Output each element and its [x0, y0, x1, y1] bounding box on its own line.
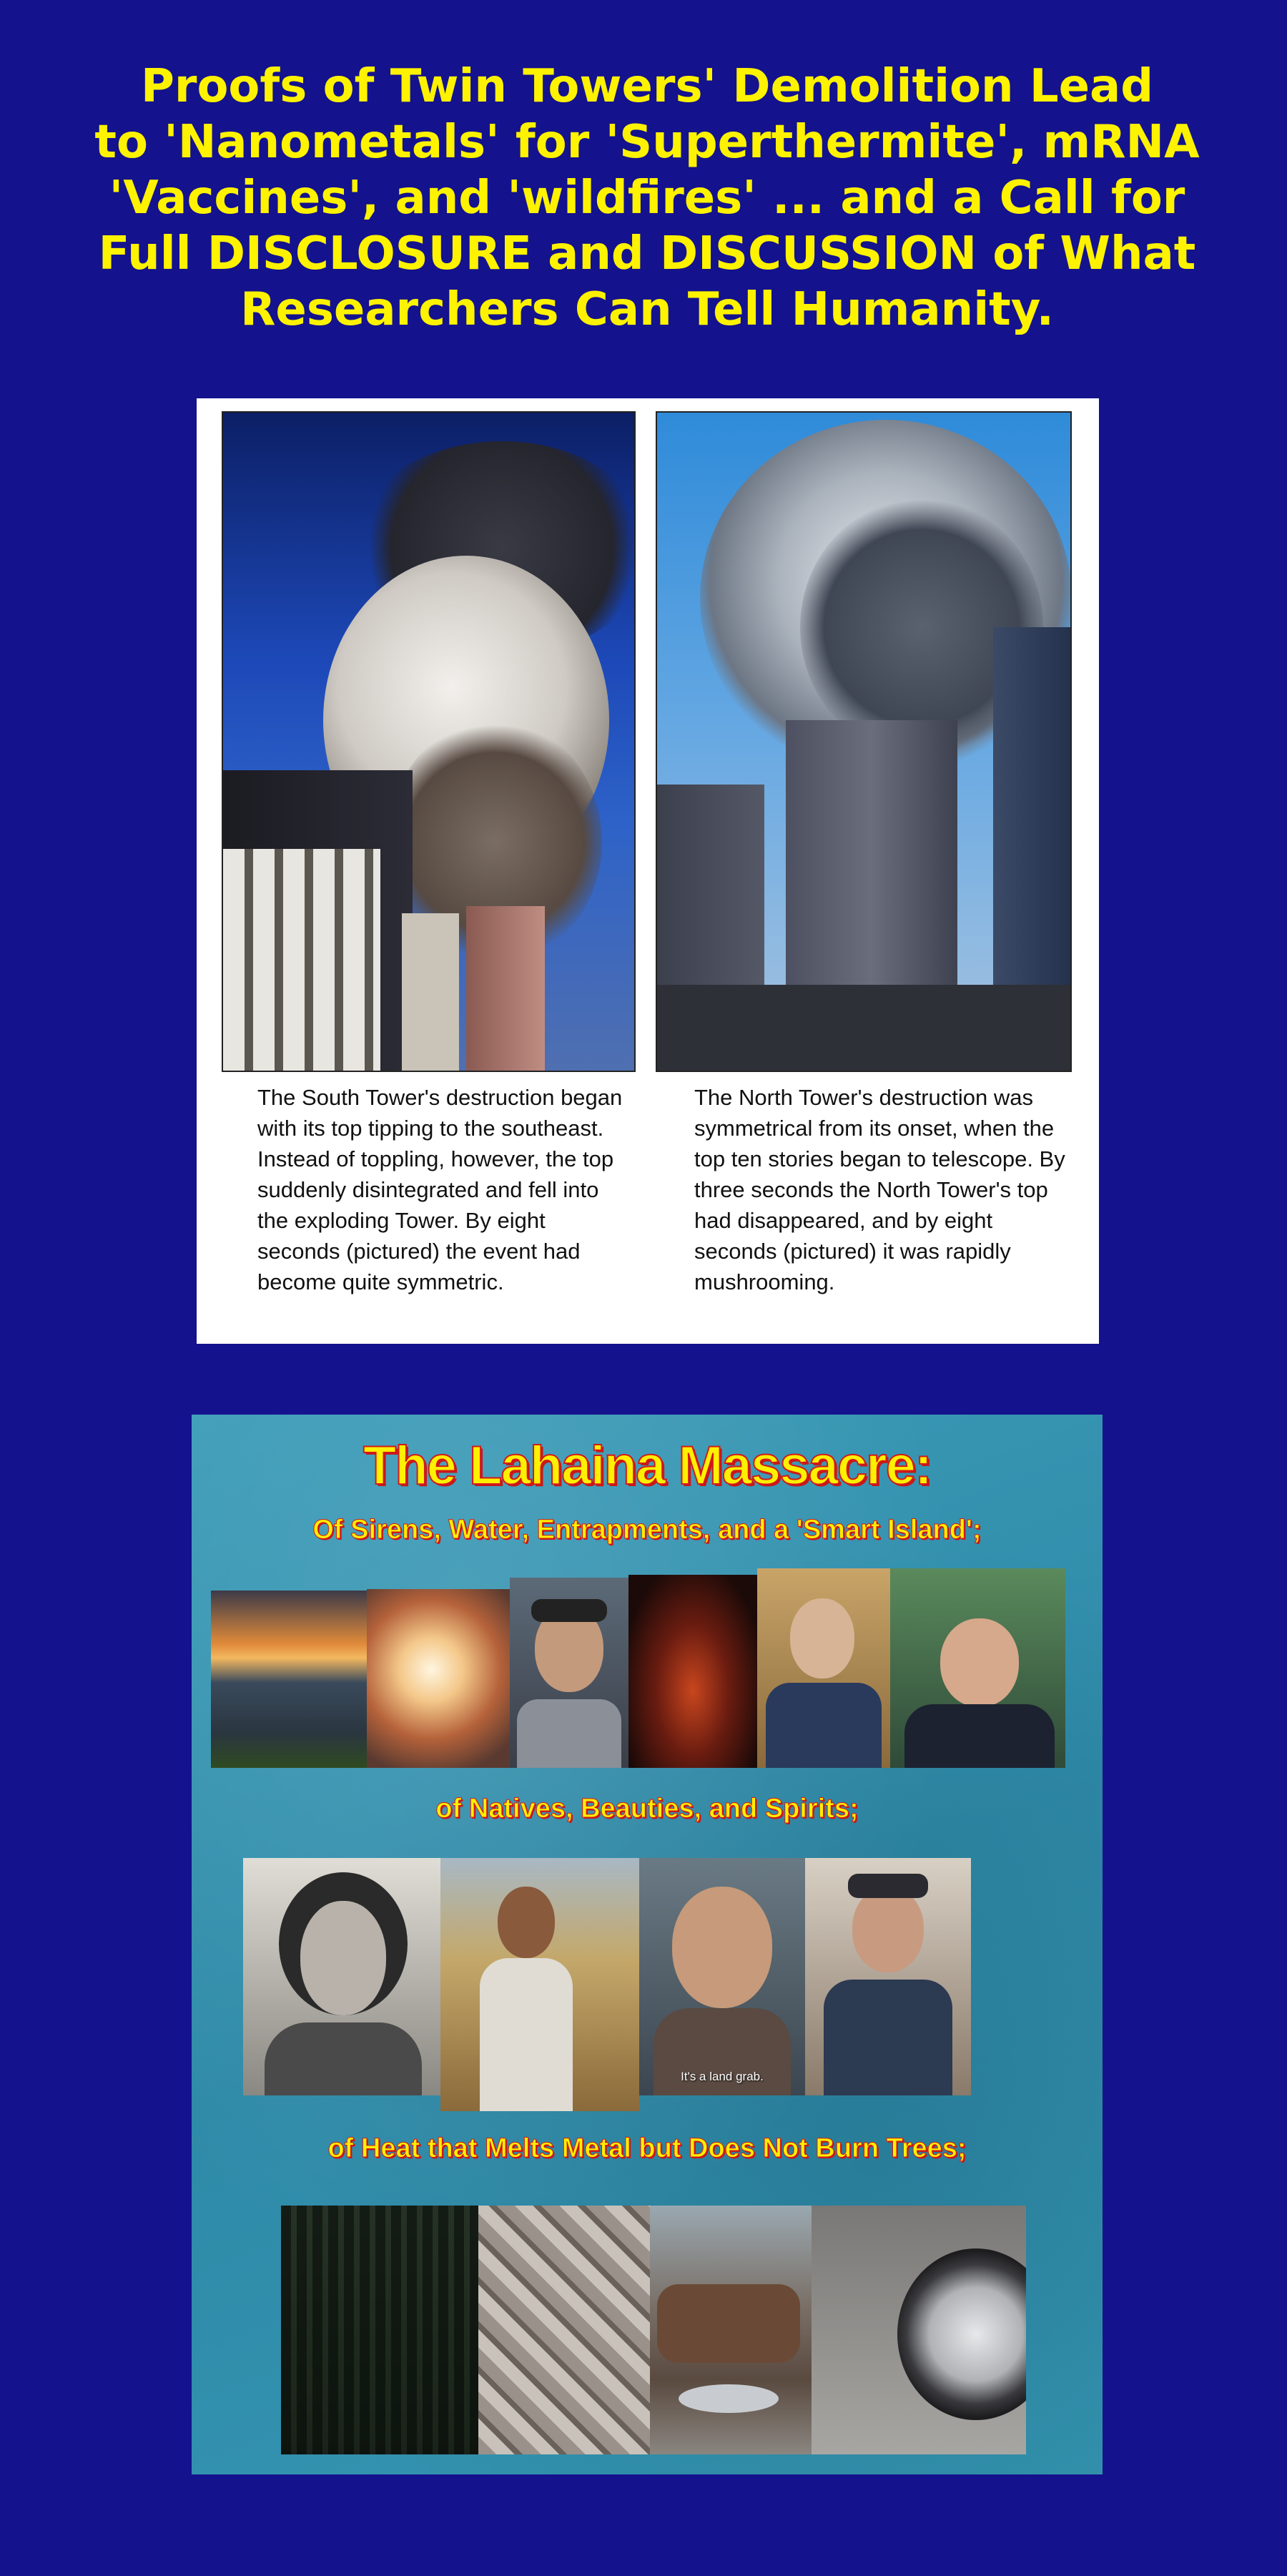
south-tower-photo [222, 411, 636, 1072]
man-microphones-image [805, 1858, 971, 2095]
night-fire-image [628, 1575, 757, 1768]
title-line: Full DISCLOSURE and DISCUSSION of What [98, 227, 1196, 280]
melted-wheel-image [812, 2206, 1026, 2454]
north-tower-photo [656, 411, 1072, 1072]
man-field-image [440, 1858, 639, 2111]
north-tower-caption: The North Tower's destruction was symmetrical from its onset, when the top ten stories began to telescope. By three seconds the North Tower's top had disappeared, and by eight seconds (pictured) it was rapidly mushrooming. [694, 1085, 1065, 1294]
title-line: Proofs of Twin Towers' Demolition Lead [140, 60, 1154, 113]
page-title [64, 59, 1230, 338]
woman-portrait-image [243, 1858, 440, 2095]
video-caption: It's a land grab. [681, 2070, 764, 2083]
lahaina-subtitle-heat: of Heat that Melts Metal but Does Not Burn Trees; [327, 2133, 967, 2163]
lahaina-title: The Lahaina Massacre: [363, 1435, 932, 1496]
lahaina-subtitle-natives: of Natives, Beauties, and Spirits; [435, 1794, 859, 1824]
fire-explosion-image [367, 1589, 510, 1768]
south-tower-caption: The South Tower's destruction began with its top tipping to the southeast. Instead of toppling, however, the top suddenly disintegrated and fell into the exploding Tower. By eight seconds (pictured) the event had become quite symmetric. [257, 1085, 623, 1294]
destroyed-homes-image [478, 2206, 650, 2454]
title-line: 'Vaccines', and 'wildfires' ... and a Call for [109, 172, 1185, 225]
lahaina-panel [192, 1415, 1103, 2474]
official-speaking-image [757, 1568, 890, 1768]
twin-towers-panel [197, 398, 1099, 1344]
title-line: Researchers Can Tell Humanity. [240, 283, 1054, 336]
police-chief-image [890, 1568, 1065, 1768]
woman-speaking-image [639, 1858, 805, 2095]
man-interview-image [510, 1578, 628, 1768]
lahaina-subtitle-sirens: Of Sirens, Water, Entrapments, and a 'Smart Island'; [312, 1515, 982, 1545]
title-line: to 'Nanometals' for 'Superthermite', mRNA [94, 116, 1200, 169]
sunset-beach-image [211, 1591, 367, 1768]
burned-forest-image [281, 2206, 478, 2454]
burned-car-image [650, 2206, 812, 2454]
